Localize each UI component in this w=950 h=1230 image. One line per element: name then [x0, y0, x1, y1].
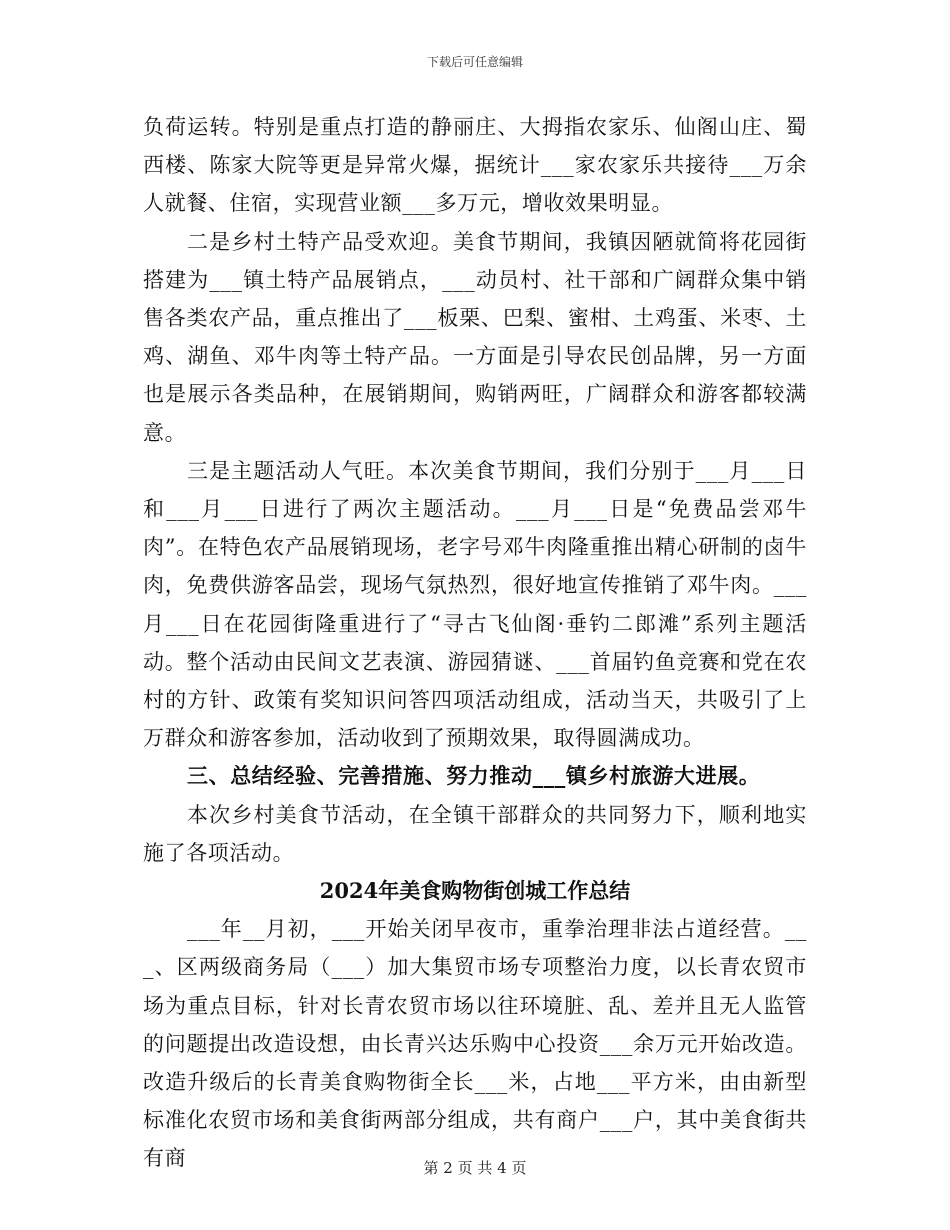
paragraph-continuation: 负荷运转。特别是重点打造的静丽庄、大拇指农家乐、仙阁山庄、蜀西楼、陈家大院等更是异常火爆，据统计___家农家乐共接待___万余人就餐、住宿，实现营业额___多万元，增收效果明显。: [143, 115, 807, 216]
paragraph-conclusion: 本次乡村美食节活动，在全镇干部群众的共同努力下，顺利地实施了各项活动。: [143, 802, 807, 865]
section-heading-summary: 三、总结经验、完善措施、努力推动___镇乡村旅游大进展。: [187, 763, 761, 789]
document-title: 2024年美食购物街创城工作总结: [319, 878, 631, 904]
page-header: 下载后可任意编辑: [426, 55, 523, 69]
paragraph-local-products: 二是乡村土特产品受欢迎。美食节期间，我镇因陋就简将花园街搭建为___镇土特产品展销点，___动员村、社干部和广阔群众集中销售各类农产品，重点推出了___板栗、巴梨、蜜柑、土鸡蛋、米枣、土鸡、湖鱼、邓牛肉等土特产品。一方面是引导农民创品牌，另一方面也是展示各类品种，在展销期间，购销两旺，广阔群众和游客都较满意。: [143, 229, 807, 445]
document-body: [143, 108, 807, 1178]
page-footer: 第 2 页 共 4 页: [423, 1159, 527, 1177]
paragraph-food-street: ___年__月初，___开始关闭早夜市，重拳治理非法占道经营。___、区两级商务局（___）加大集贸市场专项整治力度，以长青农贸市场为重点目标，针对长青农贸市场以往环境脏、乱、差并且无人监管的问题提出改造设想，由长青兴达乐购中心投资___余万元开始改造。改造升级后的长青美食购物街全长___米，占地___平方米，由由新型标准化农贸市场和美食街两部分组成，共有商户___户，其中美食街共有商: [143, 917, 807, 1171]
paragraph-theme-activities: 三是主题活动人气旺。本次美食节期间，我们分别于___月___日和___月___日进行了两次主题活动。___月___日是“免费品尝邓牛肉”。在特色农产品展销现场，老字号邓牛肉隆重推出精心研制的卤牛肉，免费供游客品尝，现场气氛热烈，很好地宣传推销了邓牛肉。___月___日在花园街隆重进行了“寻古飞仙阁·垂钓二郎滩”系列主题活动。整个活动由民间文艺表演、游园猜谜、___首届钓鱼竞赛和党在农村的方针、政策有奖知识问答四项活动组成，活动当天，共吸引了上万群众和游客参加，活动收到了预期效果，取得圆满成功。: [143, 458, 807, 751]
